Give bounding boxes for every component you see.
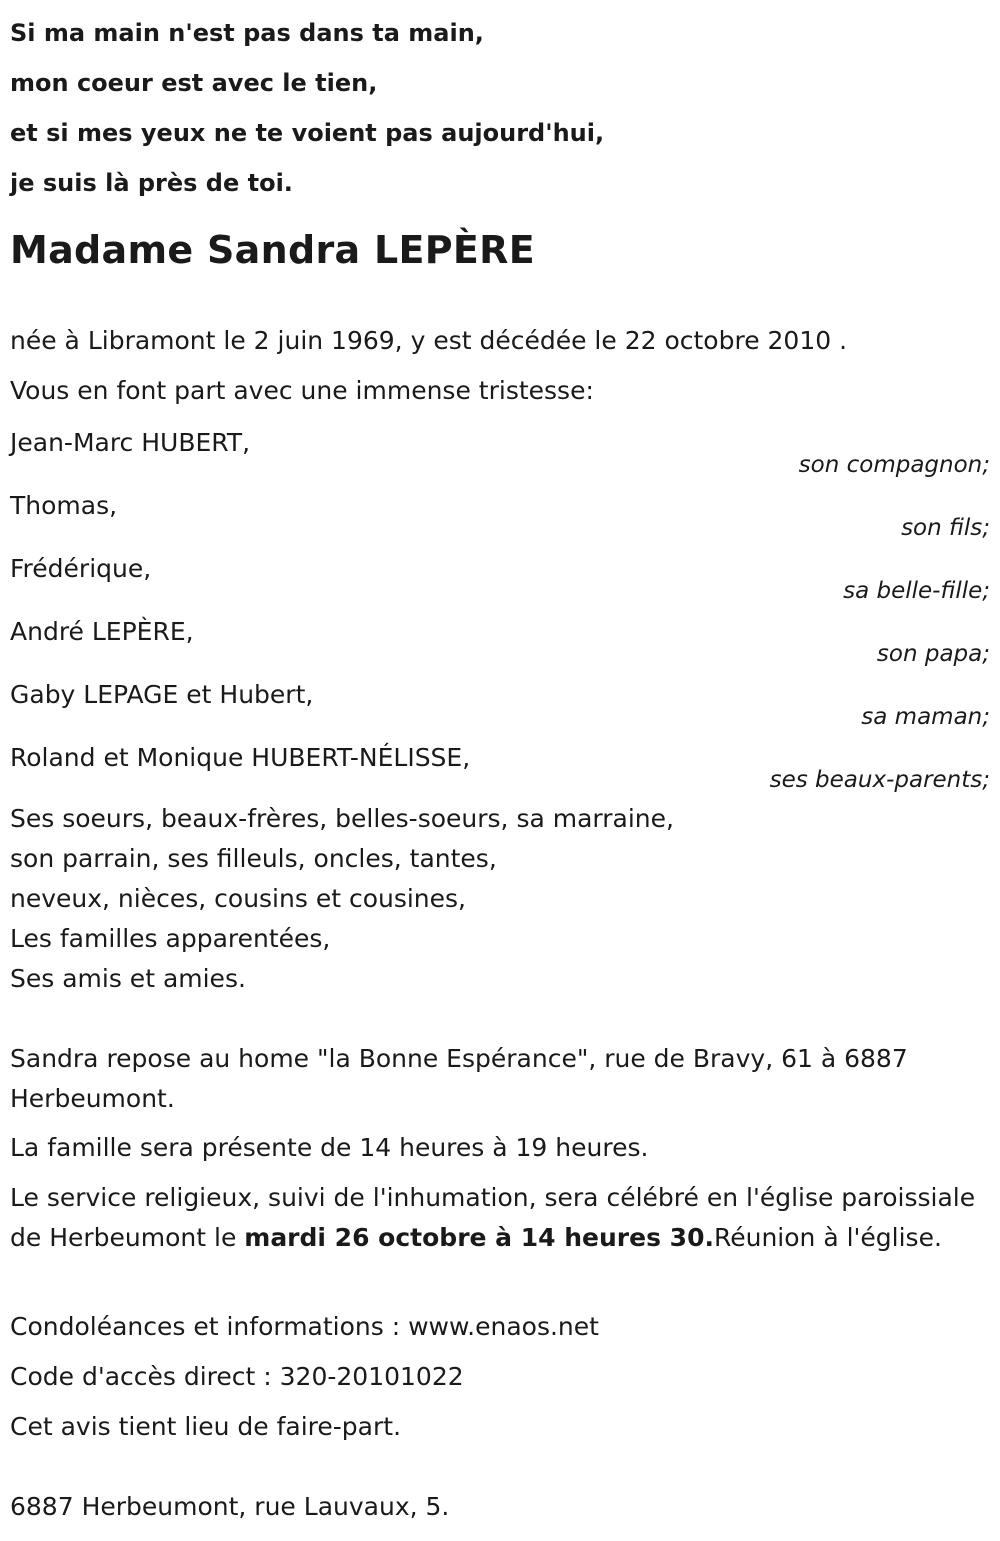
poem-line: je suis là près de toi. [10,169,293,197]
relative-role: ses beaux-parents; [769,767,990,793]
intro-line: Vous en font part avec une immense tristesse: [10,376,594,405]
condolences-line: Condoléances et informations : www.enaos.net [10,1312,599,1341]
relative-role: son papa; [876,641,990,667]
service-text-end: Réunion à l'église. [713,1223,942,1252]
relative-name: Jean-Marc HUBERT, [10,428,251,457]
relative-role: sa maman; [861,704,990,730]
relative-row [10,680,990,742]
poem-line: Si ma main n'est pas dans ta main, [10,19,484,47]
family-line: Les familles apparentées, [10,924,331,953]
relative-role: son fils; [901,515,990,541]
deceased-name: Madame Sandra LEPÈRE [10,228,535,272]
poem [10,8,970,208]
relative-role: son compagnon; [798,452,990,478]
relative-row [10,428,990,490]
relative-row [10,554,990,616]
relative-row [10,617,990,679]
service-date-time: mardi 26 octobre à 14 heures 30. [244,1223,714,1252]
relative-name: Gaby LEPAGE et Hubert, [10,680,314,709]
relative-role: sa belle-fille; [843,578,990,604]
relative-name: Frédérique, [10,554,152,583]
relative-name: André LEPÈRE, [10,617,194,646]
family-line: Ses soeurs, beaux-frères, belles-soeurs, sa marraine, [10,804,674,833]
service-text [10,1178,985,1258]
service-text-start: Le service religieux, suivi de l'inhumation, sera célébré en l'église paroissiale de Herbeumont le [10,1183,976,1252]
repose-text: Sandra repose au home "la Bonne Espérance", rue de Bravy, 61 à 6887 Herbeumont. [10,1044,908,1113]
relative-row [10,743,990,805]
relative-name: Roland et Monique HUBERT-NÉLISSE, [10,743,471,772]
birth-death-line: née à Libramont le 2 juin 1969, y est décédée le 22 octobre 2010 . [10,326,848,355]
family-line: neveux, nièces, cousins et cousines, [10,884,467,913]
address-line: 6887 Herbeumont, rue Lauvaux, 5. [10,1492,450,1521]
family-line: son parrain, ses filleuls, oncles, tantes, [10,844,497,873]
relative-row [10,491,990,553]
relative-name: Thomas, [10,491,118,520]
family-presence: La famille sera présente de 14 heures à 19 heures. [10,1133,649,1162]
poem-line: mon coeur est avec le tien, [10,69,378,97]
family-list [10,799,674,999]
family-line: Ses amis et amies. [10,964,246,993]
access-code-line: Code d'accès direct : 320-20101022 [10,1362,464,1391]
notice-line: Cet avis tient lieu de faire-part. [10,1412,402,1441]
poem-line: et si mes yeux ne te voient pas aujourd'hui, [10,119,605,147]
